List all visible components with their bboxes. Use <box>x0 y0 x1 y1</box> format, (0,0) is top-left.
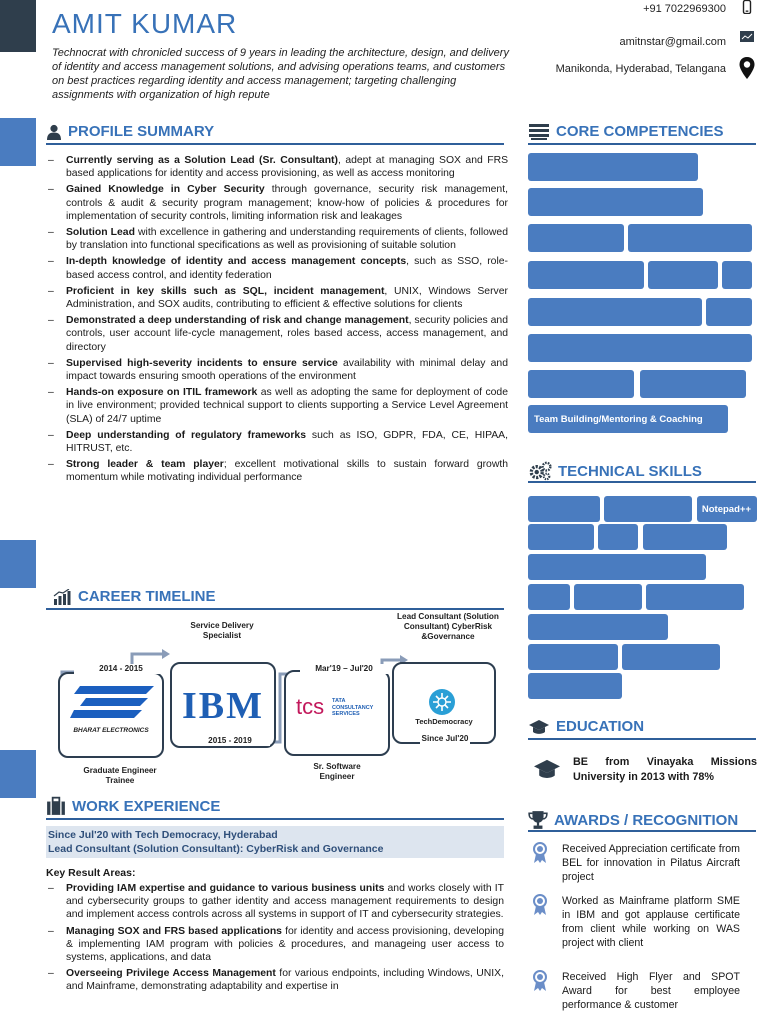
ibm-years: 2015 - 2019 <box>190 736 270 746</box>
award-text: Received High Flyer and SPOT Award for best employee performance & customer <box>562 971 740 1011</box>
skill-pill <box>528 673 622 699</box>
competency-pill <box>722 261 752 289</box>
medal-icon <box>532 894 548 916</box>
location-pin-icon <box>738 56 756 80</box>
techdemocracy-logo-icon <box>428 688 456 716</box>
competency-pill <box>528 334 752 362</box>
career-timeline-heading <box>52 588 216 605</box>
skill-pill <box>528 584 570 610</box>
education-title: EDUCATION <box>556 718 645 735</box>
work-experience-title: WORK EXPERIENCE <box>72 797 221 815</box>
header-accent-block <box>0 0 36 52</box>
skill-pill <box>528 496 600 522</box>
award-text: Worked as Mainframe platform SME in IBM and got applause certificate from client while working on WAS project with client <box>562 895 740 949</box>
list-item: – Demonstrated a deep understanding of risk and change management, security policies and controls, user account life-cycle management, roles based access, access management, and directory <box>46 314 508 354</box>
divider <box>46 818 504 820</box>
location: Manikonda, Hyderabad, Telangana <box>555 63 726 75</box>
work-accent-block <box>0 750 36 798</box>
competency-pill <box>528 370 634 398</box>
job-company: Since Jul'20 with Tech Democracy, Hyderabad <box>48 829 278 841</box>
divider <box>528 143 756 145</box>
competency-pill-team-building: Team Building/Mentoring & Coaching <box>528 405 728 433</box>
award-item <box>532 842 740 884</box>
skill-pill <box>528 614 668 640</box>
list-item: – Overseeing Privilege Access Management for various endpoints, including Windows, UNIX, and Mainframe, demonstrating adaptability and expertise in <box>46 967 504 993</box>
divider <box>528 738 756 740</box>
td-role: Lead Consultant (Solution Consultant) CyberRisk &Governance <box>397 612 499 641</box>
divider <box>46 608 504 610</box>
competency-pill <box>528 261 644 289</box>
skill-pill <box>528 524 594 550</box>
candidate-name: AMIT KUMAR <box>52 8 238 39</box>
trophy-icon <box>528 810 548 830</box>
education-heading <box>528 718 644 735</box>
tcs-years: Mar'19 – Jul'20 <box>300 664 388 674</box>
competency-pill <box>648 261 718 289</box>
competency-pill <box>706 298 752 326</box>
profile-list <box>46 154 508 488</box>
job-title: Lead Consultant (Solution Consultant): CyberRisk and Governance <box>48 843 384 855</box>
list-item: – Managing SOX and FRS based applications for identity and access provisioning, developing & implementing IAM program with policies & procedures, and manageing user access to systems, applications, and data <box>46 925 504 965</box>
list-item: – Deep understanding of regulatory frameworks such as ISO, GDPR, FDA, CE, HIPAA, HITRUST, etc. <box>46 429 508 455</box>
tcs-role: Sr. Software Engineer <box>313 762 361 781</box>
competency-pill <box>528 298 702 326</box>
list-item: – Hands-on exposure on ITIL framework as well as adopting the same for deployment of code in live environment; provided technical support to clients supporting a Service Level Agreement (SLA) of 24/7 uptime <box>46 386 508 426</box>
graduation-cap-icon <box>534 758 560 780</box>
profile-summary-heading <box>46 123 214 140</box>
profile-accent-block <box>0 118 36 166</box>
list-item: – Gained Knowledge in Cyber Security through governance, security risk management, controls & audit & security program management; know-how of policies & procedures for implementation of security controls, limiting information risk and leakages <box>46 183 508 223</box>
skill-pill-notepad: Notepad++ <box>697 496 757 522</box>
list-item: – Solution Lead with excellence in gathering and understanding requirements of clients, followed by translation into functional specifications as well as provisioning of suitable solution <box>46 226 508 252</box>
award-text: Received Appreciation certificate from BEL for innovation in Pilatus Aircraft project <box>562 843 740 883</box>
skill-pill <box>622 644 720 670</box>
briefcase-icon <box>46 796 66 816</box>
competency-pill <box>628 224 752 252</box>
ibm-role: Service Delivery Specialist <box>190 621 254 640</box>
skill-pill <box>574 584 642 610</box>
phone-number: +91 7022969300 <box>643 3 726 15</box>
profile-summary-title: PROFILE SUMMARY <box>68 123 215 140</box>
bel-role: Graduate Engineer Trainee <box>83 766 157 785</box>
td-since: Since Jul'20 <box>421 734 469 743</box>
user-icon <box>46 124 62 140</box>
kra-heading: Key Result Areas: <box>46 867 136 879</box>
tcs-logo: tcs <box>296 694 325 719</box>
competency-pill <box>528 224 624 252</box>
awards-heading <box>528 810 738 830</box>
list-item: – Providing IAM expertise and guidance to various business units and works closely with IT and cybersecurity groups to gather identity and access management requirements to design and implement access controls across all systems in support of IT and cybersecurity strategies. <box>46 882 504 922</box>
divider <box>528 481 756 483</box>
bel-logo-text: BHARAT ELECTRONICS <box>73 727 149 734</box>
divider <box>46 143 504 145</box>
graduation-cap-icon <box>528 719 550 735</box>
td-logo-text: TechDemocracy <box>415 717 473 726</box>
timeline-accent-block <box>0 540 36 588</box>
skill-pill <box>528 644 618 670</box>
medal-icon <box>532 970 548 992</box>
competency-pill <box>528 188 703 216</box>
technical-skills-title: TECHNICAL SKILLS <box>558 462 702 480</box>
phone-icon <box>740 0 754 14</box>
skill-pill <box>646 584 744 610</box>
skill-pill <box>528 554 706 580</box>
skill-pill <box>643 524 727 550</box>
work-experience-heading <box>46 796 220 816</box>
award-item <box>532 970 740 1012</box>
bar-chart-icon <box>52 589 72 605</box>
list-icon <box>528 124 550 140</box>
work-list <box>46 882 504 997</box>
bel-logo-icon <box>70 684 154 724</box>
list-item: – Supervised high-severity incidents to ensure service availability with minimal delay and impact towards ensuring smooth operations of the environment <box>46 357 508 383</box>
core-competencies-heading <box>528 123 724 140</box>
awards-title: AWARDS / RECOGNITION <box>554 811 739 829</box>
core-competencies-title: CORE COMPETENCIES <box>556 123 724 140</box>
skill-pill <box>604 496 692 522</box>
skill-pill <box>598 524 638 550</box>
list-item: – Proficient in key skills such as SQL, incident management, UNIX, Windows Server Administration, and SOX audits, contributing to efficient & effective solutions for clients <box>46 285 508 311</box>
divider <box>528 830 756 832</box>
email-address: amitnstar@gmail.com <box>619 36 726 48</box>
bel-years: 2014 - 2015 <box>74 664 168 674</box>
list-item: – Currently serving as a Solution Lead (Sr. Consultant), adept at managing SOX and FRS based applications for identity and access provisioning, as well as access monitoring <box>46 154 508 180</box>
ibm-logo: IBM <box>182 685 264 727</box>
list-item: – In-depth knowledge of identity and access management concepts, such as SSO, role-based access control, and identity federation <box>46 255 508 281</box>
competency-pill <box>640 370 746 398</box>
competency-pill <box>528 153 698 181</box>
medal-icon <box>532 842 548 864</box>
tagline: Technocrat with chronicled success of 9 years in leading the architecture, design, and delivery of identity and access management solutions, and advising operations teams, and customers on best practices regarding identity and access management; targeting challenging assignments with organization of high repute <box>52 47 509 101</box>
gears-icon <box>528 461 552 481</box>
email-icon <box>740 30 754 44</box>
technical-skills-heading <box>528 461 702 481</box>
job-header <box>46 826 504 858</box>
career-timeline-title: CAREER TIMELINE <box>78 588 216 605</box>
tcs-sub: TATA CONSULTANCY SERVICES <box>332 698 374 717</box>
education-text: BE from Vinayaka Missions University in 2013 with 78% <box>573 756 757 783</box>
list-item: – Strong leader & team player; excellent motivational skills to sustain forward growth momentum while motivating individual performance <box>46 458 508 484</box>
award-item <box>532 894 740 950</box>
